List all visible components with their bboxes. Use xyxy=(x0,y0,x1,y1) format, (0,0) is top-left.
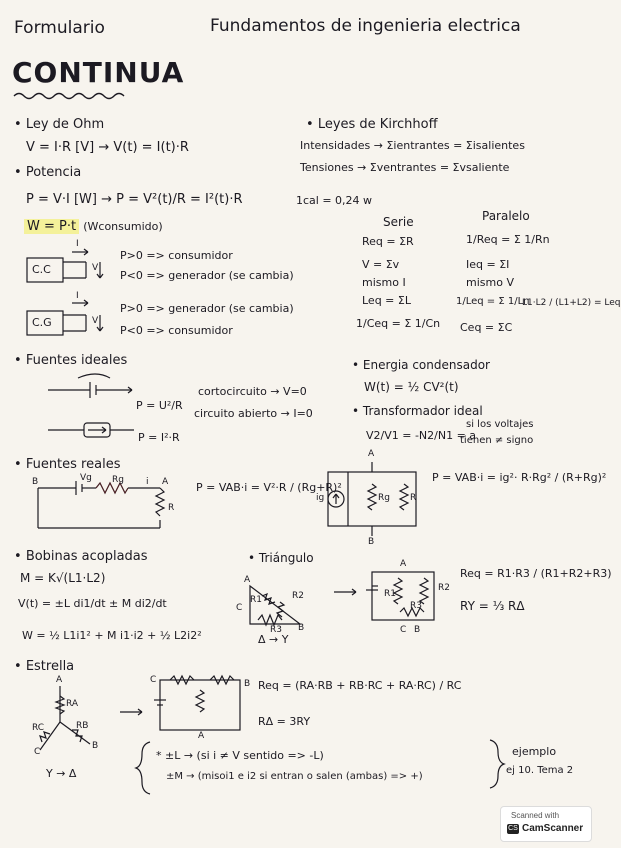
ideal-current-power: P = I²·R xyxy=(138,431,180,444)
delta-req: Req = R1·R3 / (R1+R2+R3) xyxy=(460,567,612,580)
notes-label: Formulario xyxy=(14,18,105,38)
star-to-delta: Y → Δ xyxy=(46,767,77,780)
kirchhoff-heading-text: Leyes de Kirchhoff xyxy=(317,117,438,132)
star-node-a: A xyxy=(56,675,63,685)
real-v-node-b: B xyxy=(32,477,39,487)
ideal-sources-heading-text: Fuentes ideales xyxy=(25,353,128,368)
coupled-voltage: V(t) = ±L di1/dt ± M di2/dt xyxy=(18,597,167,610)
power-formula: P = V·I [W] → P = V²(t)/R = I²(t)·R xyxy=(26,192,243,207)
star-rc: RC xyxy=(32,723,45,733)
cg-rule-negative: P<0 => consumidor xyxy=(120,324,233,337)
camscanner-watermark xyxy=(500,806,592,842)
real-i-load-label: R xyxy=(410,493,417,503)
watermark-caption: Scanned with xyxy=(511,811,560,820)
series-row-2: V = Σv xyxy=(362,258,400,271)
watermark-brand: CamScanner xyxy=(522,823,584,834)
triangle-node-a: A xyxy=(244,575,251,585)
section-title: CONTINUA xyxy=(12,56,185,89)
triangle-node-c: C xyxy=(236,603,243,613)
energy-formula-text: W = P·t xyxy=(24,219,79,234)
delta-r3: R3 xyxy=(410,601,422,611)
triangle-heading: • Triángulo xyxy=(248,551,314,565)
energy-note: (Wconsumido) xyxy=(83,220,163,233)
series-row-5: 1/Ceq = Σ 1/Cn xyxy=(356,317,441,330)
transformer-formula: V2/V1 = -N2/N1 = a xyxy=(366,429,477,442)
delta-node-a: A xyxy=(400,559,407,569)
delta-from-star: RΔ = 3RY xyxy=(258,715,311,728)
real-v-load-label: R xyxy=(168,503,175,513)
ideal-sources-heading: • Fuentes ideales xyxy=(14,353,128,368)
star-eq-node-c: C xyxy=(150,675,157,685)
triangle-node-b: B xyxy=(298,623,305,633)
real-sources-heading-text: Fuentes reales xyxy=(25,457,121,472)
star-heading-text: Estrella xyxy=(25,659,75,674)
transformer-note-1: si los voltajes xyxy=(466,419,534,430)
coupled-heading: • Bobinas acopladas xyxy=(14,549,148,564)
triangle-r2: R2 xyxy=(292,591,304,601)
star-node-b: B xyxy=(92,741,99,751)
transformer-note-2: tienen ≠ signo xyxy=(460,435,534,446)
delta-node-c: C xyxy=(400,625,407,635)
power-heading-text: Potencia xyxy=(25,165,82,180)
inductance-sign-note: * ±L → (si i ≠ V sentido => -L) xyxy=(156,749,324,762)
transformer-heading-text: Transformador ideal xyxy=(362,404,483,418)
camscanner-icon: CS xyxy=(508,825,518,832)
star-from-delta: RY = ⅓ RΔ xyxy=(460,599,525,613)
real-i-source-label: ig xyxy=(316,493,325,503)
cg-current-label: I xyxy=(76,291,79,301)
power-heading: • Potencia xyxy=(14,165,82,180)
coupled-energy: W = ½ L1i1² + M i1·i2 + ½ L2i2² xyxy=(22,629,202,642)
capacitor-heading-text: Energia condensador xyxy=(362,358,490,372)
series-row-1: Req = ΣR xyxy=(362,235,414,248)
star-heading: • Estrella xyxy=(14,659,75,674)
parallel-row-1: 1/Req = Σ 1/Rn xyxy=(466,233,550,246)
open-circuit-rule: circuito abierto → I=0 xyxy=(194,407,313,420)
parallel-row-2: Ieq = ΣI xyxy=(466,258,510,271)
triangle-r1: R1 xyxy=(250,595,262,605)
real-v-rg-label: Rg xyxy=(112,475,124,485)
ideal-voltage-power: P = U²/R xyxy=(136,399,183,412)
energy-formula xyxy=(24,220,163,234)
series-row-3: mismo I xyxy=(362,276,406,289)
real-v-current-label: i xyxy=(146,477,149,487)
star-ra: RA xyxy=(66,699,79,709)
parallel-inductor-pair: L1·L2 / (L1+L2) = Leq xyxy=(522,298,621,308)
triangle-heading-text: Triángulo xyxy=(258,551,314,565)
short-circuit-rule: cortocircuito → V=0 xyxy=(198,385,307,398)
ohm-heading-text: Ley de Ohm xyxy=(25,117,105,132)
coupled-heading-text: Bobinas acopladas xyxy=(25,549,148,564)
kirchhoff-voltages: Tensiones → Σventrantes = Σvsaliente xyxy=(300,161,510,174)
capacitor-heading: • Energia condensador xyxy=(352,358,490,372)
mutual-inductance: M = K√(L1·L2) xyxy=(20,571,106,585)
cc-current-label: I xyxy=(76,239,79,249)
real-v-source-label: Vg xyxy=(80,473,92,483)
capacitor-formula: W(t) = ½ CV²(t) xyxy=(364,380,459,394)
cc-rule-negative: P<0 => generador (se cambia) xyxy=(120,269,294,282)
delta-r2: R2 xyxy=(438,583,450,593)
star-eq-node-a: A xyxy=(198,731,205,741)
real-sources-heading: • Fuentes reales xyxy=(14,457,121,472)
parallel-title: Paralelo xyxy=(482,209,530,223)
triangle-r3: R3 xyxy=(270,625,282,635)
cg-rule-positive: P>0 => generador (se cambia) xyxy=(120,302,294,315)
star-req: Req = (RA·RB + RB·RC + RA·RC) / RC xyxy=(258,679,462,692)
kirchhoff-currents: Intensidades → Σientrantes = Σisalientes xyxy=(300,139,525,152)
delta-r1: R1 xyxy=(384,589,396,599)
example-label: ejemplo xyxy=(512,745,557,758)
real-i-node-a: A xyxy=(368,449,375,459)
ohm-heading: • Ley de Ohm xyxy=(14,117,105,132)
mutual-sign-note: ±M → (misoi1 e i2 si entran o salen (ambas) => +) xyxy=(166,771,423,782)
ohm-formula: V = I·R [V] → V(t) = I(t)·R xyxy=(26,140,189,155)
cc-label: C.C xyxy=(32,263,51,276)
parallel-row-4: 1/Leq = Σ 1/Ln xyxy=(456,296,530,307)
transformer-heading: • Transformador ideal xyxy=(352,404,483,418)
real-i-node-b: B xyxy=(368,537,375,547)
star-eq-node-b: B xyxy=(244,679,251,689)
cc-voltage-label: V xyxy=(92,263,99,273)
cc-rule-positive: P>0 => consumidor xyxy=(120,249,233,262)
star-node-c: C xyxy=(34,747,41,757)
real-v-node-a: A xyxy=(162,477,169,487)
series-title: Serie xyxy=(383,215,414,229)
parallel-row-3: mismo V xyxy=(466,276,514,289)
kirchhoff-heading: • Leyes de Kirchhoff xyxy=(306,117,438,132)
real-i-rg-label: Rg xyxy=(378,493,390,503)
course-title: Fundamentos de ingenieria electrica xyxy=(210,16,521,36)
example-reference: ej 10. Tema 2 xyxy=(506,765,574,776)
real-current-power: P = VAB·i = ig²· R·Rg² / (R+Rg)² xyxy=(432,471,607,484)
delta-to-star: Δ → Y xyxy=(258,633,289,646)
cg-voltage-label: V xyxy=(92,316,99,326)
parallel-row-5: Ceq = ΣC xyxy=(460,321,513,334)
star-rb: RB xyxy=(76,721,89,731)
calorie-conversion: 1cal = 0,24 w xyxy=(296,194,373,207)
real-voltage-power: P = VAB·i = V²·R / (Rg+R)² xyxy=(196,481,342,494)
cg-label: C.G xyxy=(32,316,52,329)
series-row-4: Leq = ΣL xyxy=(362,294,411,307)
delta-node-b: B xyxy=(414,625,421,635)
